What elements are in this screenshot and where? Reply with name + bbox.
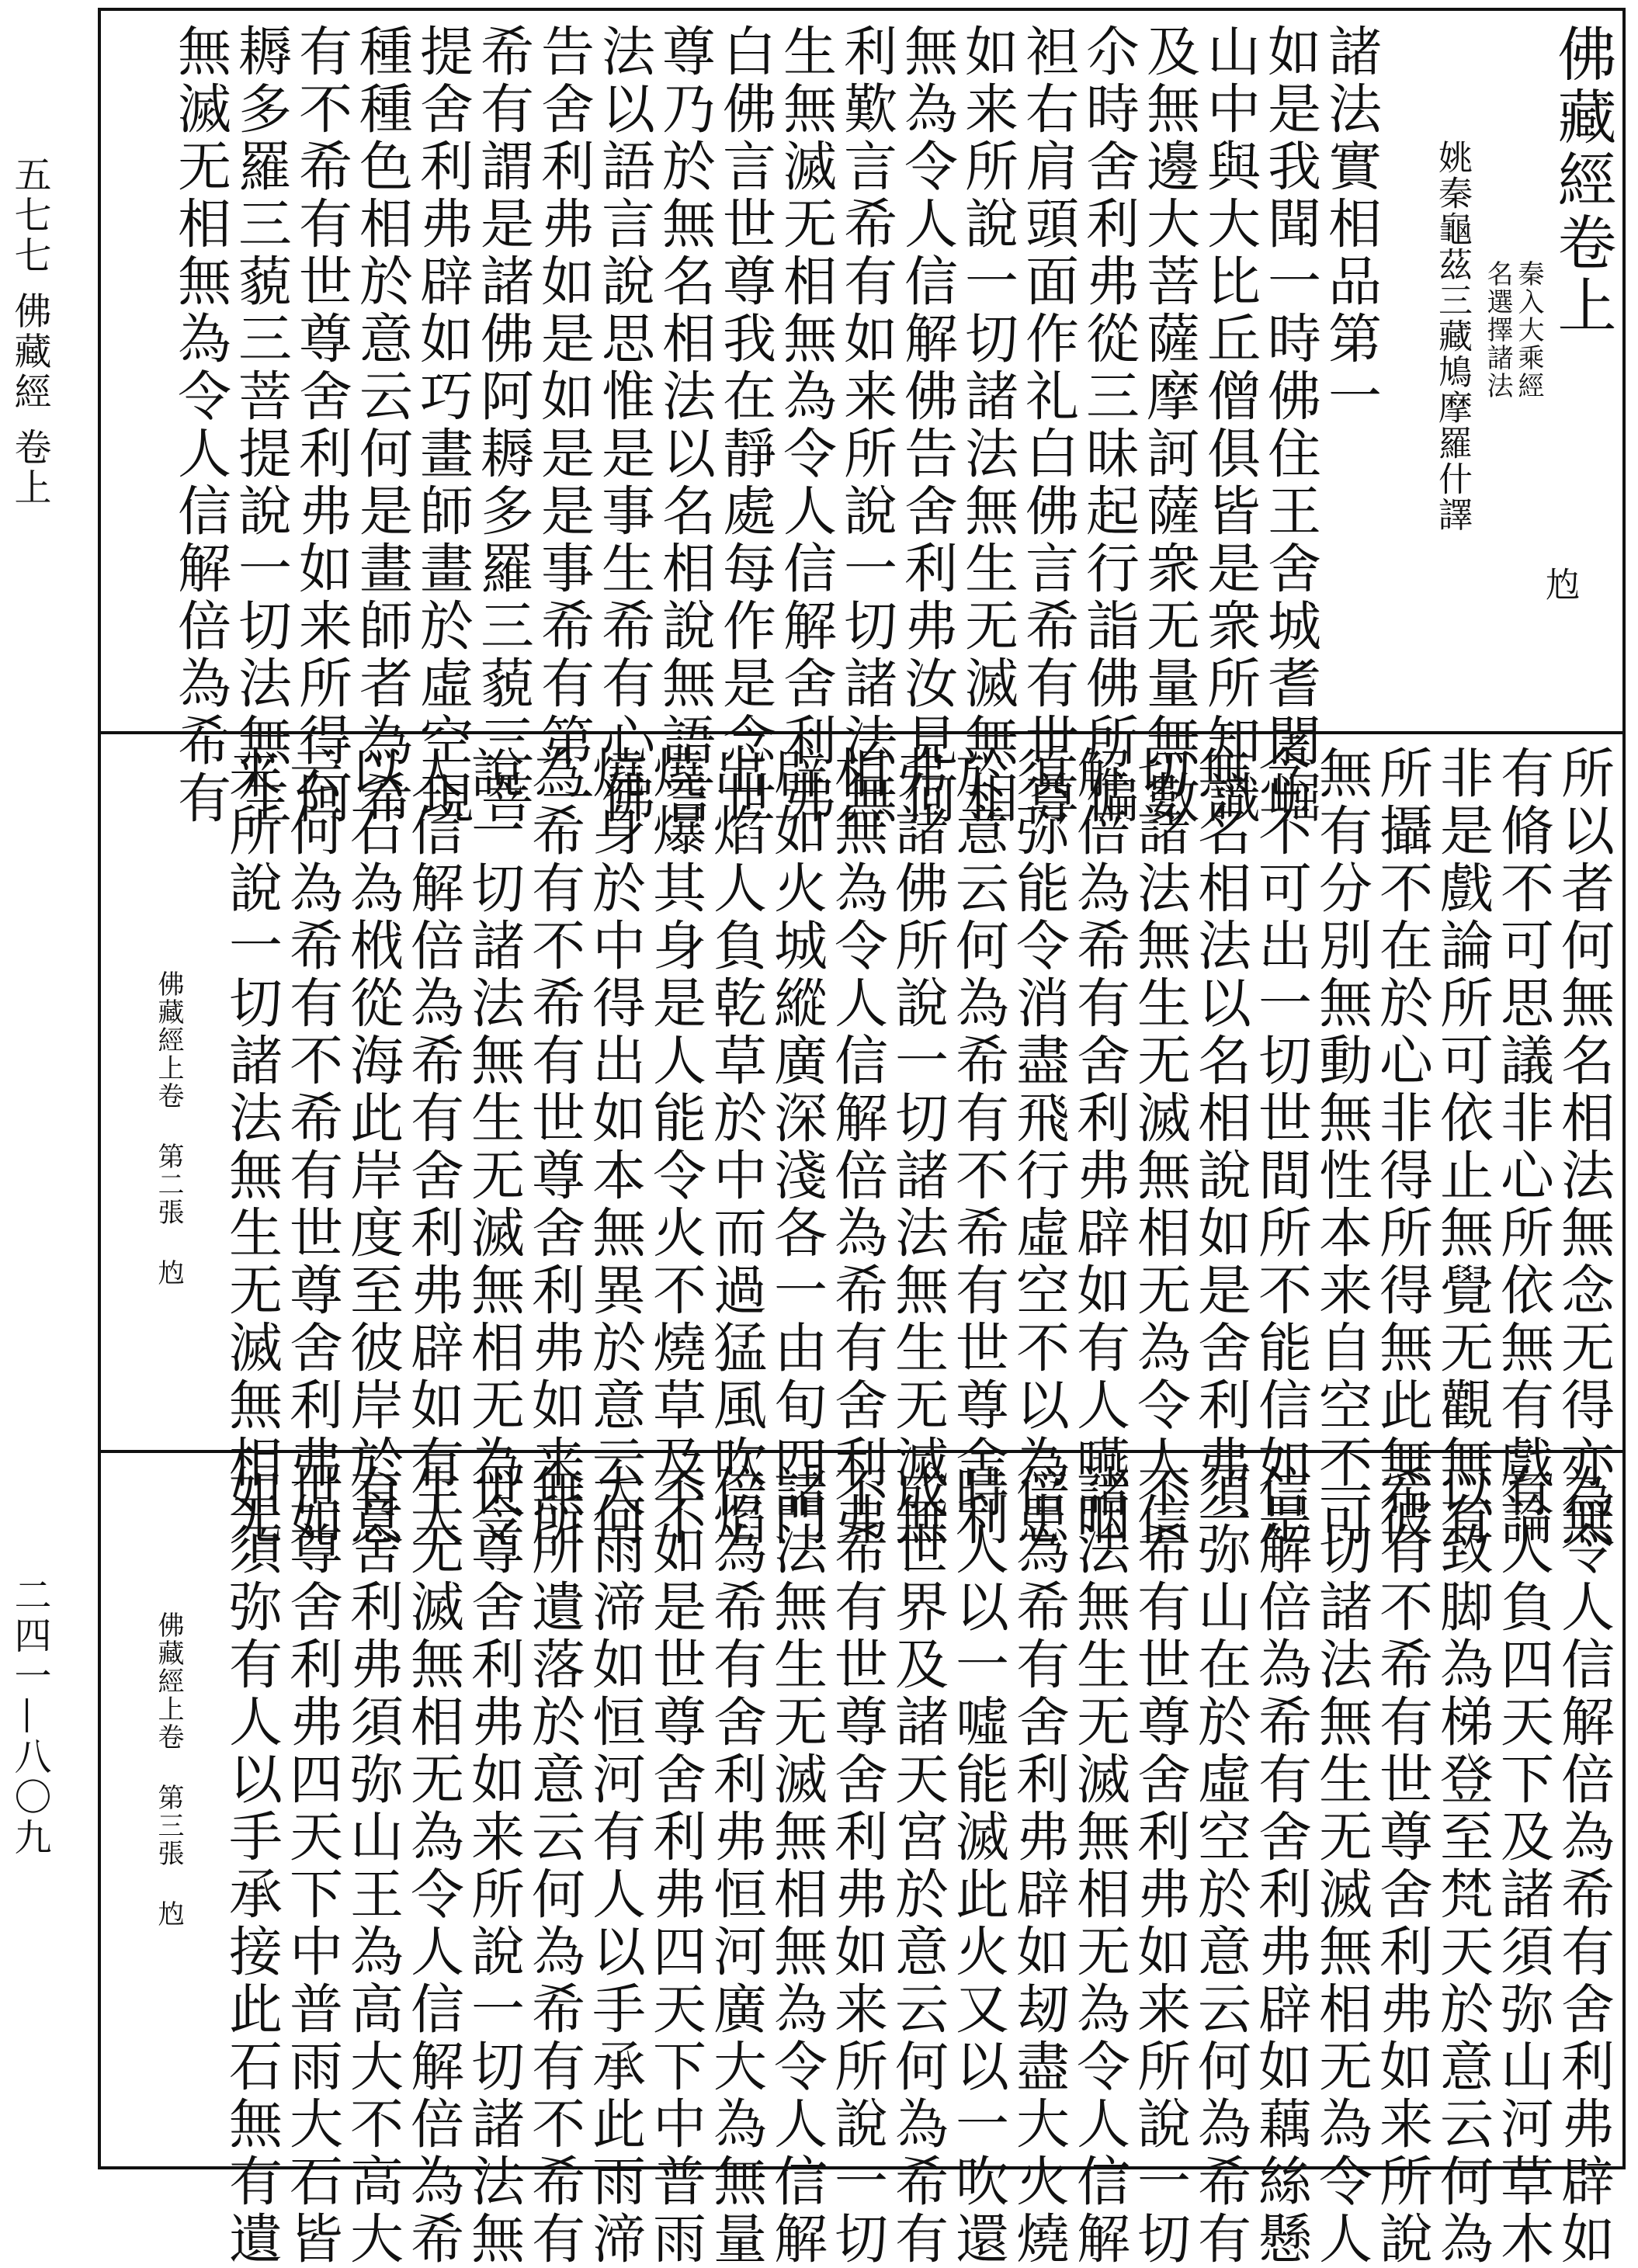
margin-page-number: 二四一—八〇九 [8,1576,51,1858]
text-column: 希有謂是諸佛阿耨多羅三藐三菩 [471,23,533,827]
text-column: 須弥山在於虛空於意云何為希有 [1189,1464,1251,2268]
text-column: 為希有不希有世尊舍利弗如来所 [522,745,585,1549]
margin-volume-label: 五七七 佛藏經 卷上 [8,155,51,508]
text-column: 如是我聞一時佛住王舍城耆闍崛 [1258,23,1320,827]
text-column: 相無為令人信解倍為希有舍利弗 [825,745,887,1549]
text-column: 不希有世尊舍利弗如来所說一切 [825,1464,887,2268]
text-column: 耨多羅三藐三菩提說一切法無生 [229,23,291,827]
text-column: 種種色相於意云何是畫師者為希 [350,23,412,827]
text-column: 一切諸法無生无滅無相无為令人 [1310,1464,1372,2268]
text-column: 諸法無生无滅無相無為令人信解 [765,1464,827,2268]
text-column: 白佛言世尊我在靜處每作是念世 [713,23,776,827]
text-column: 尊乃於無名相法以名相說無語言 [653,23,715,827]
text-column: 無滅无相無為令人信解倍為希有 [168,23,231,827]
text-column: 弗諸佛所說一切諸法無生无滅無 [886,745,948,1549]
text-column: 有脩不可思議非心所依無有戲論 [1491,745,1553,1549]
text-column: 生无滅無相无為令人信解倍為希 [401,1464,463,2268]
text-column: 時人以一噓能滅此火又以一吹還 [946,1464,1008,2268]
text-column: 人信解倍為希有舍利弗辟如有人 [401,745,463,1549]
text-column: 希有不希有世尊舍利弗如来所說 [1370,1464,1432,2268]
text-column: 尒時舍利弗從三昧起行詣佛所偏 [1077,23,1139,827]
text-column: 有舍利弗須弥山王為高大不高大 [341,1464,403,2268]
text-column: 生無滅无相無為令人信解舍利弗 [774,23,836,827]
text-column: 燒爆其身是人能令火不燒草及不 [644,745,706,1549]
text-column: 以石為栰從海此岸度至彼岸於意 [341,745,403,1549]
text-column: 山中與大比丘僧俱皆是衆所知識 [1198,23,1260,827]
text-column: 来所說一切諸法無生无滅無相无 [220,745,282,1549]
text-column: 不如是世尊舍利弗四天下中普雨 [644,1464,706,2268]
text-column: 袒右肩頭面作礼白佛言希有世尊 [1016,23,1078,827]
text-column: 諸法無生无滅無相无為令人信解 [1067,1464,1130,2268]
text-column: 法以語言說思惟是事生希有心佛 [592,23,654,827]
text-column: 大雨渧如恒河有人以手承此雨渧 [583,1464,645,2268]
text-column: 以致脚為梯登至梵天於意云何為 [1431,1464,1493,2268]
text-column: 解倍為希有舍利弗辟如有人嚥咽 [1067,745,1130,1549]
text-column: 無所遺落於意云何為希有不希有 [522,1464,585,2268]
text-column: 燒身於中得出如本無異於意云何 [583,745,645,1549]
text-column: 有不希有世尊舍利弗如来所得阿 [290,23,352,827]
text-column: 所以者何無名相法無念无得亦無 [1552,745,1614,1549]
text-column: 倍為希有舍利弗辟如刼盡大火燒 [1007,1464,1069,2268]
title-note: 名選擇諸法 [1482,260,1513,400]
text-column: 諸法實相品第一 [1319,23,1381,425]
text-column: 須弥能令消盡飛行虛空不以為患 [1007,745,1069,1549]
text-column: 有人負四天下及諸須弥山河草木 [1491,1464,1553,2268]
text-column: 如須弥有人以手承接此石無有遺 [220,1464,282,2268]
text-column: 及無邊大菩薩摩訶薩衆无量無數 [1137,23,1199,827]
text-column: 成世界及諸天宮於意云何為希有 [886,1464,948,2268]
text-column: 如来所說一切諸法無生无滅無相 [956,23,1018,827]
text-column: 不希有世尊舍利弗如来所說一切 [1128,1464,1190,2268]
text-column: 辟如火城縱廣深淺各一由旬四門 [765,745,827,1549]
text-column: 於意云何為希有不希有世尊舍利 [946,745,1008,1549]
text-column: 念不可出一切世間所不能信如是 [1249,745,1311,1549]
text-column: 無名相法以名相說如是舍利弗一 [1189,745,1251,1549]
text-column: 無為令人信解佛告舍利弗汝見何 [895,23,957,827]
text-column: 世尊舍利弗四天下中普雨大石皆 [280,1464,342,2268]
block-footer: 佛藏經上卷 第二張 尥 [153,970,184,1287]
translator-line: 姚秦龜茲三藏鳩摩羅什譯 [1432,140,1472,532]
text-column: 所攝不在於心非得所得無此無彼 [1370,745,1432,1549]
text-column: 信解倍為希有舍利弗辟如藕絲懸 [1249,1464,1311,2268]
text-column: 說一切諸法無生无滅無相无為令 [462,745,524,1549]
text-column: 非是戲論所可依止無覺无觀無有 [1431,745,1493,1549]
text-column: 倍為希有舍利弗恒河廣大為無量 [704,1464,766,2268]
text-column: 告舍利弗如是如是是事希有第一 [532,23,594,827]
text-column: 出焰人負乾草於中而過猛風吹焰 [704,745,766,1549]
text-column: 提舍利弗辟如巧畫師畫於虛空現 [411,23,473,827]
text-column: 云何為希有不希有世尊舍利弗如 [280,745,342,1549]
block-footer: 佛藏經上卷 第三張 尥 [153,1611,184,1928]
sutra-title: 佛藏經卷上 [1548,23,1617,338]
title-note: 秦入大乘經 [1513,260,1544,400]
text-panel-2 [109,745,1615,1549]
text-column: 世尊舍利弗如来所說一切諸法無 [462,1464,524,2268]
text-panel-3 [109,1464,1615,2268]
text-column: 利歎言希有如来所說一切諸法無 [835,23,897,827]
text-column: 無有分別無動無性本来自空不可 [1310,745,1372,1549]
text-column: 切諸法無生无滅無相无為令人信 [1128,745,1190,1549]
page-mark: 尥 [1539,567,1579,602]
text-column: 為令人信解倍為希有舍利弗辟如 [1552,1464,1614,2268]
text-panel-1 [109,23,1617,827]
